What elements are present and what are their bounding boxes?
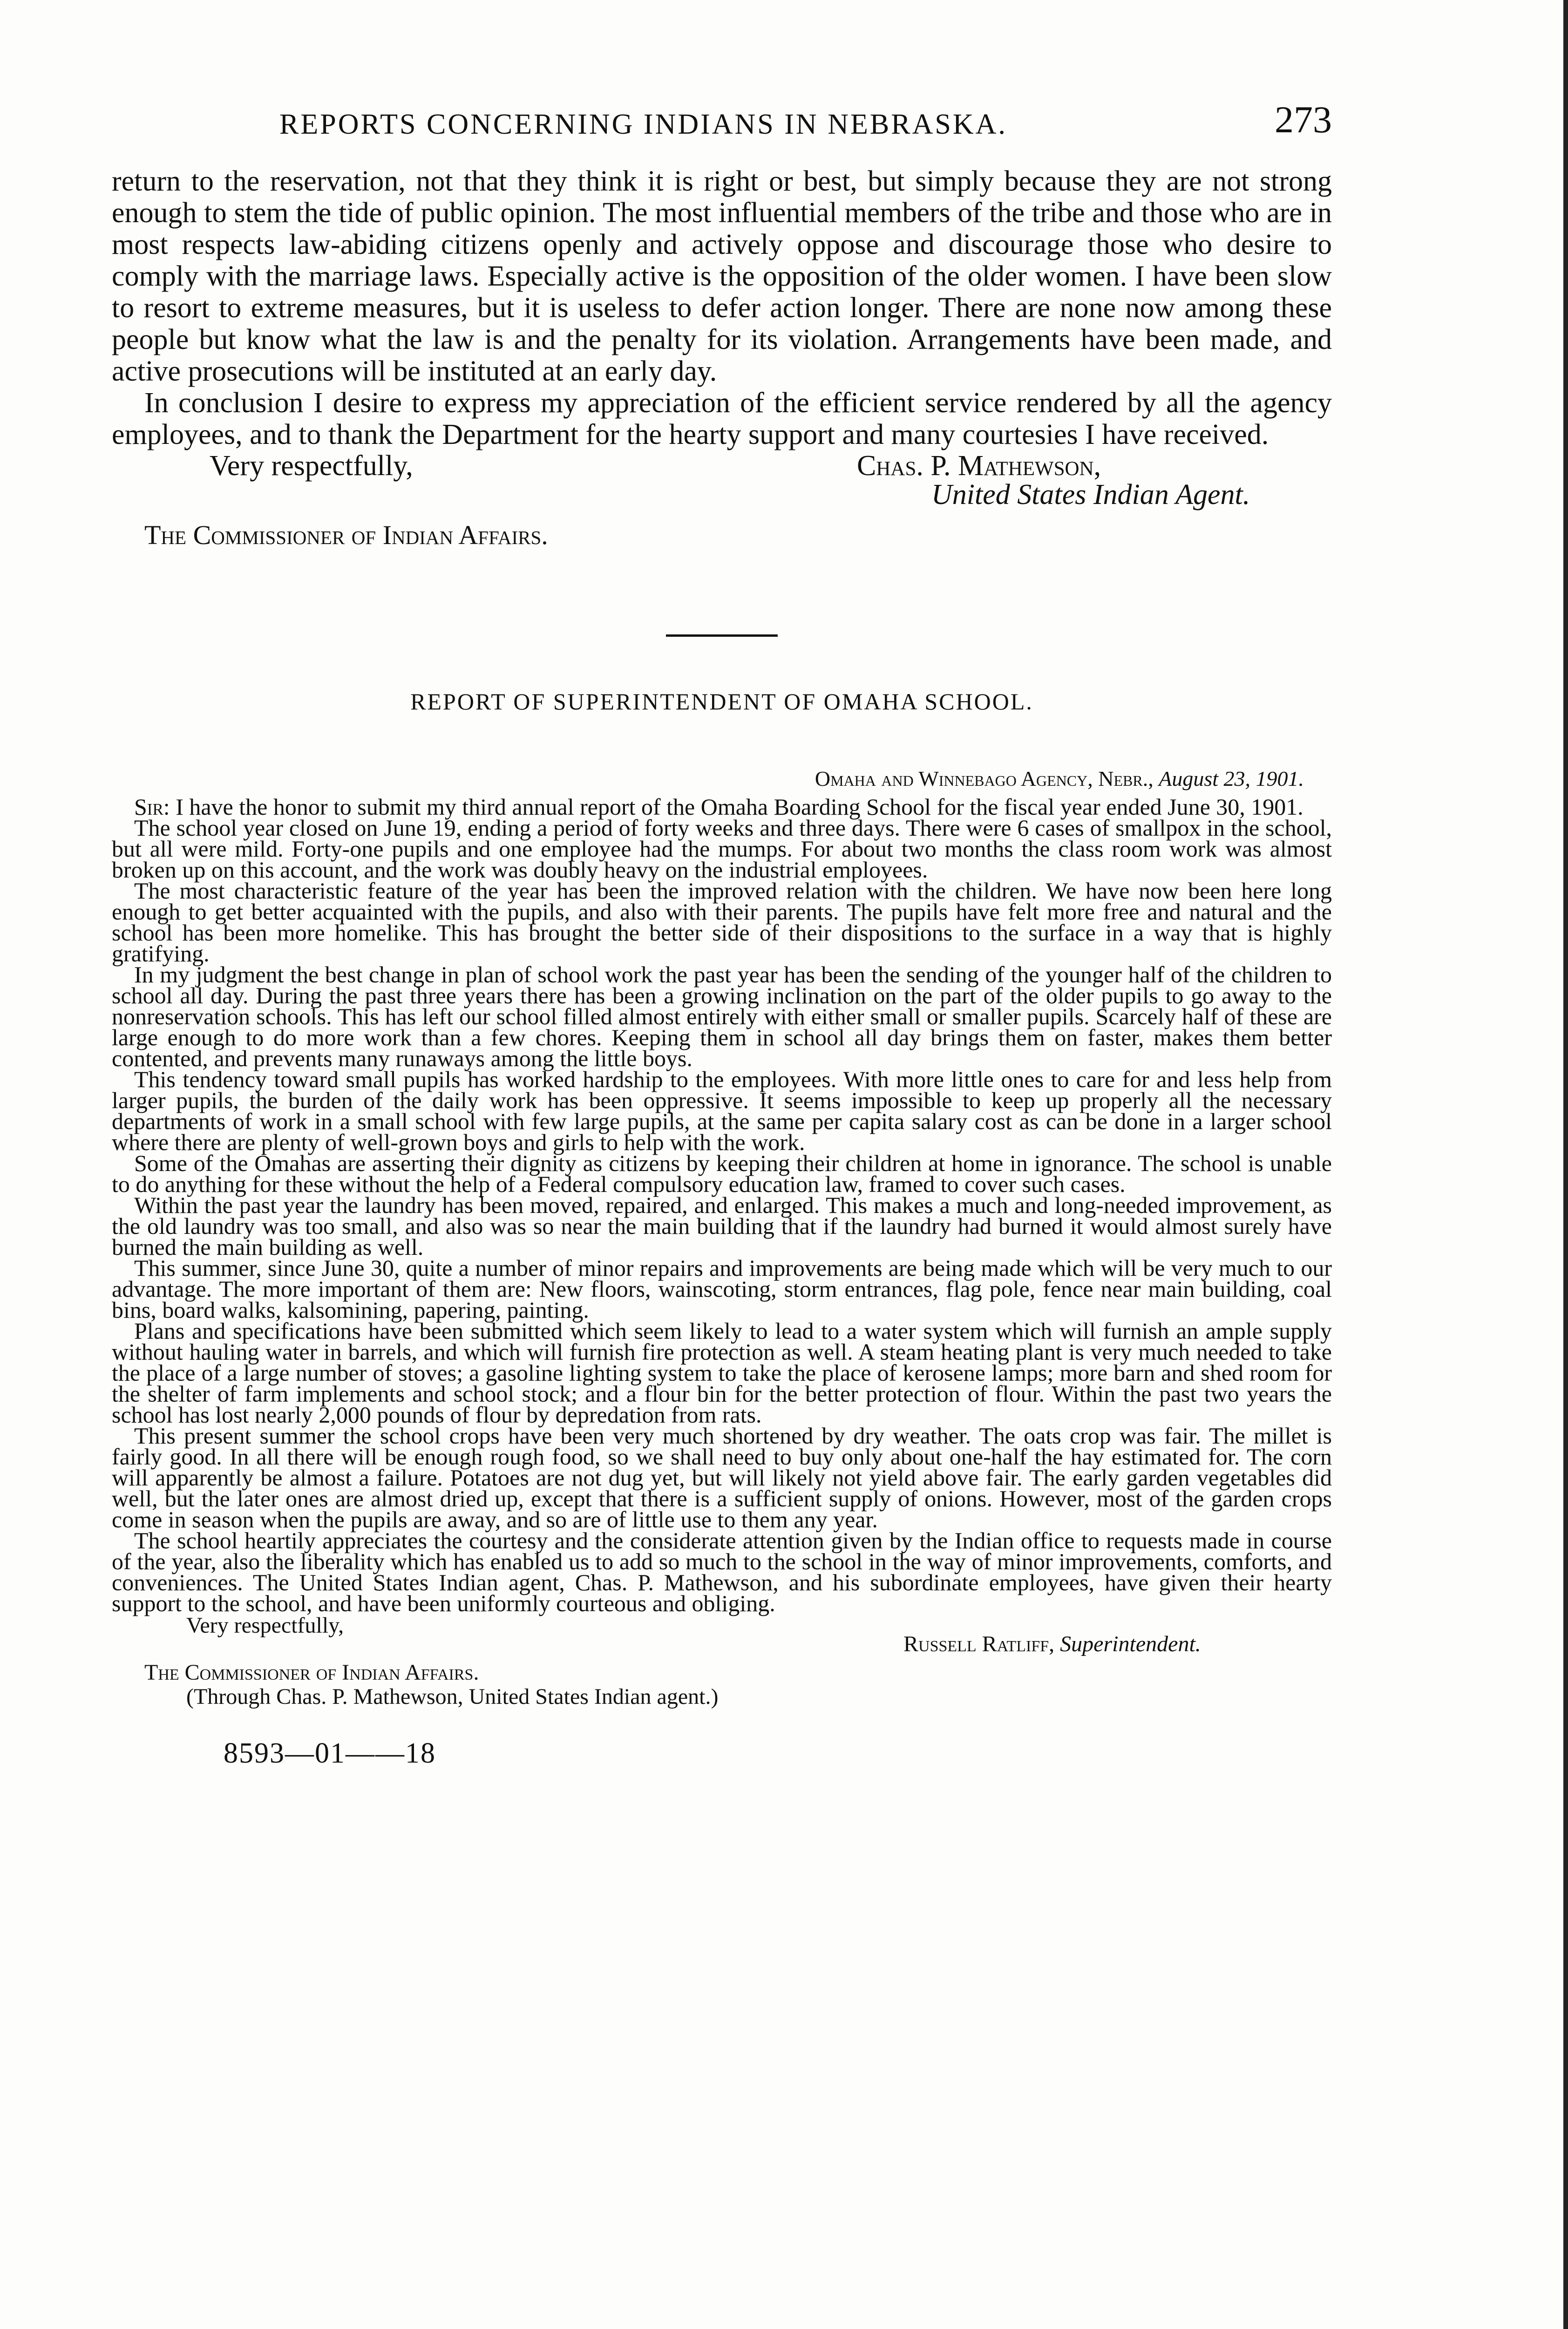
superintendent-signature-block bbox=[112, 1614, 1332, 1661]
superintendent-closing: Very respectfully, bbox=[186, 1613, 344, 1638]
school-paragraph: This present summer the school crops have been very much shortened by dry weather. The oats crop was fair. The millet is fairly good. In all there will be enough rough food, so we shall need to buy only about one-half the hay estimated for. The corn will apparently be almost a failure. Potatoes are not dug yet, but will likely not yield above fair. The early garden vegetables did well, but the later ones are almost dried up, except that there is a sufficient supply of onions. However, most of the garden crops come in season when the pupils are away, and so are of little use to them any year. bbox=[112, 1423, 1332, 1532]
superintendent-addressee: The Commissioner of Indian Affairs. bbox=[144, 1660, 479, 1685]
school-paragraph: In my judgment the best change in plan of school work the past year has been the sending of the younger half of the children to school all day. During the past three years there has been a growing inclination on the part of the older pupils to go away to the nonreservation schools. This has left our school filled almost entirely with either small or smaller pupils. Scarcely half of these are large enough to do more work than a few chores. Keeping them in school all day brings them on faster, makes them better contented, and prevents many runaways among the little boys. bbox=[112, 961, 1332, 1071]
school-paragraph: This summer, since June 30, quite a number of minor repairs and improvements are being made which will be very much to our advantage. The more important of them are: New floors, wainscoting, storm entrances, flag pole, fence near main building, coal bins, board walks, kalsomining, papering, painting. bbox=[112, 1255, 1332, 1323]
page-number: 273 bbox=[1275, 98, 1332, 141]
school-paragraph: Within the past year the laundry has been moved, repaired, and enlarged. This makes a much and long-needed improvement, as the old laundry was too small, and also was so near the main building that if the laundry had burned it would almost surely have burned the main building as well. bbox=[112, 1192, 1332, 1260]
agent-addressee: The Commissioner of Indian Affairs. bbox=[144, 520, 548, 550]
report-heading: REPORT OF SUPERINTENDENT OF OMAHA SCHOOL. bbox=[410, 688, 1033, 715]
school-paragraph: The school year closed on June 19, ending a period of forty weeks and three days. There were 6 cases of smallpox in the school, but all were mild. Forty-one pupils and one employee had the mumps. For about two months the class room work was almost broken up on this account, and the work was doubly heavy on the industrial employees. bbox=[112, 815, 1332, 883]
superintendent-name: Russell Ratliff, bbox=[903, 1632, 1055, 1656]
school-paragraph-text: I have the honor to submit my third annual report of the Omaha Boarding School for the fiscal year ended June 30, 1901. bbox=[176, 794, 1303, 820]
agent-paragraph: In conclusion I desire to express my appreciation of the efficient service rendered by all the agency employees, and to thank the Department for the hearty support and many courtesies I have received. bbox=[112, 387, 1332, 450]
agent-closing: Very respectfully, bbox=[210, 450, 413, 482]
dateline-place: Omaha and Winnebago Agency, Nebr., bbox=[815, 767, 1154, 790]
agent-signer-title: United States Indian Agent. bbox=[931, 479, 1250, 511]
agent-signature-block bbox=[112, 450, 1332, 511]
school-paragraph: This tendency toward small pupils has worked hardship to the employees. With more little ones to care for and less help from larger pupils, the burden of the daily work has been oppressive. It seems impossible to keep up properly all the necessary departments of work in a small school with few large pupils, at the same per capita salary cost as can be done in a larger school where there are plenty of well-grown boys and girls to help with the work. bbox=[112, 1066, 1332, 1155]
agent-paragraph: return to the reservation, not that they think it is right or best, but simply because they are not strong enough to stem the tide of public opinion. The most influential members of the tribe and those who are in most respects law-abiding citizens openly and actively oppose and discourage those who desire to comply with the marriage laws. Especially active is the opposition of the older women. I have been slow to resort to extreme measures, but it is useless to defer action longer. There are none now among these people but know what the law is and the penalty for its violation. Arrangements have been made, and active prosecutions will be instituted at an early day. bbox=[112, 165, 1332, 387]
school-paragraph: The school heartily appreciates the courtesy and the considerate attention given by the Indian office to requests made in course of the year, also the liberality which has enabled us to add so much to the school in the way of minor improvements, comforts, and conveniences. The United States Indian agent, Chas. P. Mathewson, and his subordinate employees, have given their hearty support to the school, and have been uniformly courteous and obliging. bbox=[112, 1527, 1332, 1616]
school-paragraph: The most characteristic feature of the year has been the improved relation with the children. We have now been here long enough to get better acquainted with the pupils, and also with their parents. The pupils have felt more free and natural and the school has been more homelike. This has brought the better side of their dispositions to the surface in a way that is highly gratifying. bbox=[112, 878, 1332, 967]
salutation: Sir: bbox=[134, 794, 170, 820]
agent-report-body bbox=[112, 165, 1332, 450]
running-head bbox=[112, 98, 1332, 154]
page-edge bbox=[1563, 0, 1568, 2329]
section-divider bbox=[666, 634, 778, 637]
document-page bbox=[112, 98, 1332, 1770]
school-report-body bbox=[112, 794, 1332, 1616]
school-paragraph: Some of the Omahas are asserting their dignity as citizens by keeping their children at home in ignorance. The school is unable to do anything for these without the help of a Federal compulsory education law, framed to cover such cases. bbox=[112, 1150, 1332, 1197]
dateline bbox=[112, 766, 1332, 791]
superintendent-title: Superintendent. bbox=[1060, 1632, 1201, 1656]
superintendent-signer bbox=[903, 1633, 1201, 1656]
dateline-date: August 23, 1901. bbox=[1159, 767, 1304, 790]
school-paragraph: Plans and specifications have been submitted which seem likely to lead to a water system which will furnish an ample supply without hauling water in barrels, and which will furnish fire protection as well. A steam heating plant is very much needed to take the place of a large number of stoves; a gasoline lighting system to take the place of kerosene lamps; more barn and shed room for the shelter of farm implements and school stock; and a flour bin for the better protection of flour. Within the past two years the school has lost nearly 2,000 pounds of flour by depredation from rats. bbox=[112, 1318, 1332, 1428]
through-line: (Through Chas. P. Mathewson, United States Indian agent.) bbox=[186, 1684, 719, 1709]
printer-signature-code: 8593—01——18 bbox=[224, 1737, 436, 1769]
agent-signer-name: Chas. P. Mathewson, bbox=[857, 450, 1101, 482]
running-title: REPORTS CONCERNING INDIANS IN NEBRASKA. bbox=[279, 109, 1007, 140]
